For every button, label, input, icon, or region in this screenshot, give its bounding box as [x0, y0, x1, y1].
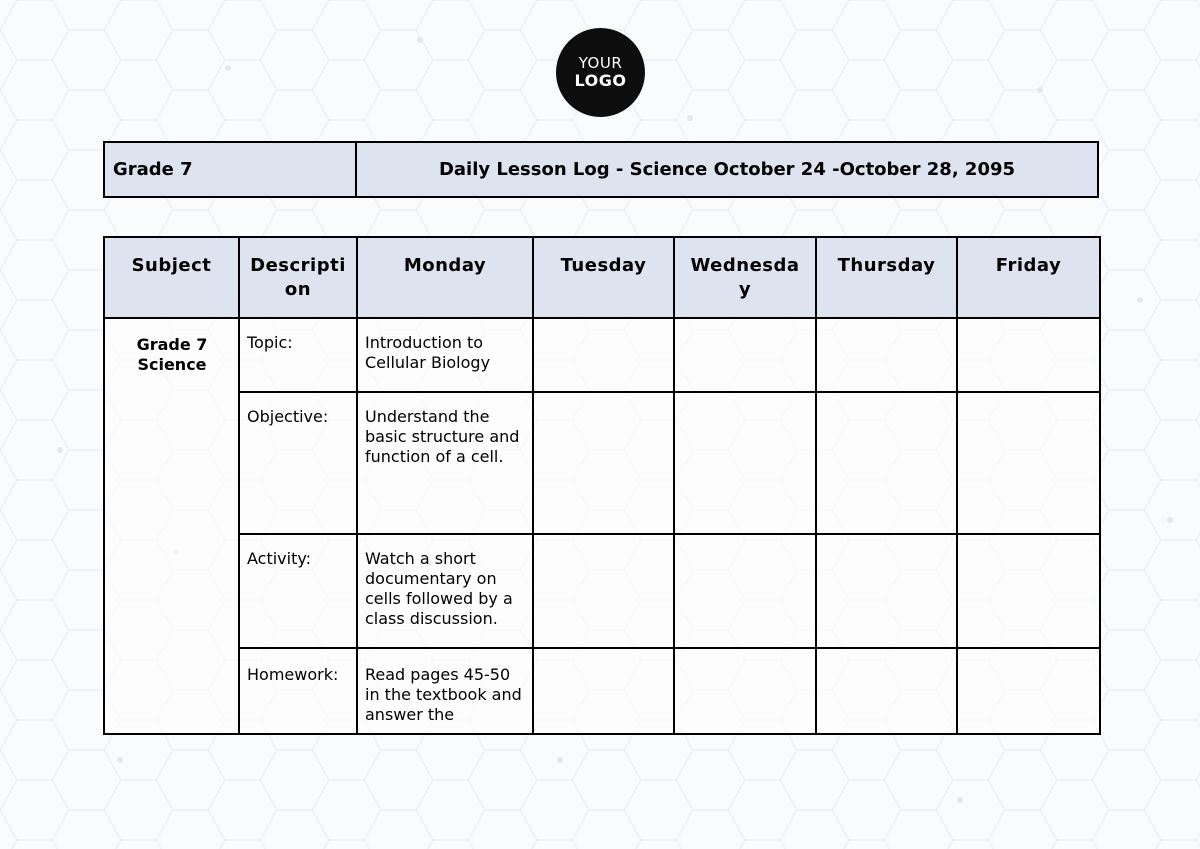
wednesday-cell — [674, 392, 816, 534]
tuesday-cell — [533, 534, 674, 648]
table-row-objective — [104, 392, 1100, 534]
monday-cell: Watch a short documentary on cells followed by a class discussion. — [357, 534, 533, 648]
header-table — [103, 141, 1099, 198]
page-title: Daily Lesson Log - Science October 24 -October 28, 2095 — [356, 142, 1098, 197]
column-header-wednesday: Wednesda y — [674, 237, 816, 318]
table-row-activity — [104, 534, 1100, 648]
table-row-homework — [104, 648, 1100, 734]
monday-cell: Introduction to Cellular Biology — [357, 318, 533, 392]
friday-cell — [957, 648, 1100, 734]
thursday-cell — [816, 534, 957, 648]
header-row — [104, 142, 1098, 197]
table-row-topic — [104, 318, 1100, 392]
thursday-cell — [816, 392, 957, 534]
thursday-cell — [816, 318, 957, 392]
column-header-thursday: Thursday — [816, 237, 957, 318]
description-cell: Activity: — [239, 534, 357, 648]
description-cell: Homework: — [239, 648, 357, 734]
monday-cell: Understand the basic structure and function of a cell. — [357, 392, 533, 534]
lesson-log-table — [103, 236, 1101, 735]
wednesday-cell — [674, 534, 816, 648]
wednesday-cell — [674, 648, 816, 734]
column-header-friday: Friday — [957, 237, 1100, 318]
monday-cell: Read pages 45-50 in the textbook and answer the — [357, 648, 533, 734]
description-cell: Objective: — [239, 392, 357, 534]
subject-cell: Grade 7 Science — [104, 318, 239, 734]
description-cell: Topic: — [239, 318, 357, 392]
wednesday-cell — [674, 318, 816, 392]
column-header-tuesday: Tuesday — [533, 237, 674, 318]
column-header-subject: Subject — [104, 237, 239, 318]
column-header-description: Descripti on — [239, 237, 357, 318]
friday-cell — [957, 392, 1100, 534]
logo — [556, 28, 645, 117]
friday-cell — [957, 534, 1100, 648]
tuesday-cell — [533, 392, 674, 534]
friday-cell — [957, 318, 1100, 392]
logo-text-line1: YOUR — [578, 54, 623, 72]
logo-text-line2: LOGO — [574, 71, 627, 90]
grade-cell: Grade 7 — [104, 142, 356, 197]
thursday-cell — [816, 648, 957, 734]
column-header-monday: Monday — [357, 237, 533, 318]
tuesday-cell — [533, 318, 674, 392]
tuesday-cell — [533, 648, 674, 734]
column-header-row — [104, 237, 1100, 318]
